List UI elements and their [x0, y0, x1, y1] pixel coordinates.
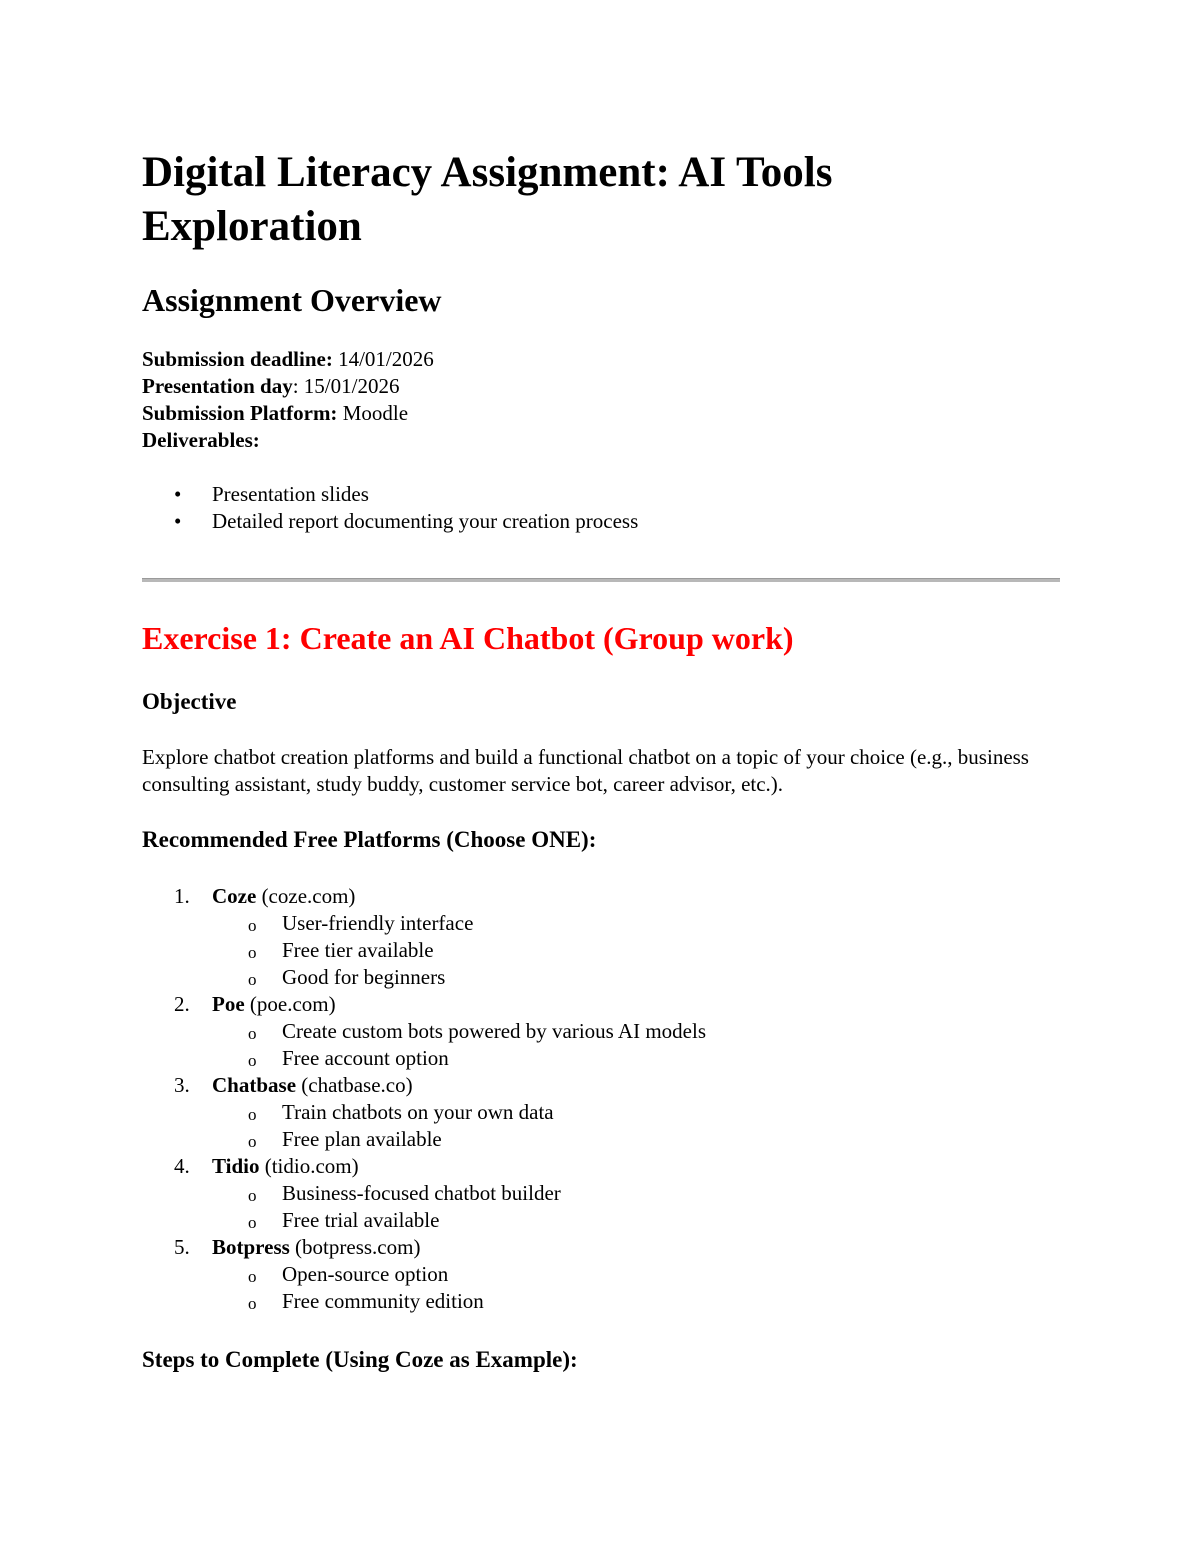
platform-url: (poe.com): [249, 992, 336, 1016]
list-number: 3.: [174, 1073, 190, 1097]
list-item: o Good for beginners: [212, 964, 1060, 991]
deliverables-label: Deliverables:: [142, 428, 260, 452]
feature-list: [212, 1180, 1060, 1234]
steps-heading: Steps to Complete (Using Coze as Example):: [142, 1347, 578, 1372]
platform-url: (chatbase.co): [301, 1073, 413, 1097]
deadline-line: [142, 346, 434, 373]
list-number: 5.: [174, 1235, 190, 1259]
list-number: 4.: [174, 1154, 190, 1178]
presentation-label: Presentation day: [142, 374, 293, 398]
platform-item-chatbase: [142, 1072, 1060, 1153]
platform-line: [142, 400, 434, 427]
platform-name: Tidio: [212, 1154, 260, 1178]
feature-list: [212, 1261, 1060, 1315]
presentation-value: : 15/01/2026: [292, 374, 400, 398]
presentation-line: [142, 373, 434, 400]
list-item: o Train chatbots on your own data: [212, 1099, 1060, 1126]
deliverables-list: [142, 481, 638, 535]
platform-item-coze: [142, 883, 1060, 991]
list-item: o Free community edition: [212, 1288, 1060, 1315]
platform-url: (tidio.com): [264, 1154, 359, 1178]
platform-url: (botpress.com): [295, 1235, 421, 1259]
feature-list: [212, 910, 1060, 991]
platforms-heading: Recommended Free Platforms (Choose ONE):: [142, 827, 597, 852]
list-item: • Presentation slides: [142, 481, 638, 508]
list-item: o User-friendly interface: [212, 910, 1060, 937]
platform-name: Chatbase: [212, 1073, 297, 1097]
feature-list: [212, 1018, 1060, 1072]
platform-name: Botpress: [212, 1235, 290, 1259]
list-item: o Create custom bots powered by various AI models: [212, 1018, 1060, 1045]
list-item: • Detailed report documenting your creation process: [142, 508, 638, 535]
platform-item-poe: [142, 991, 1060, 1072]
list-item: o Business-focused chatbot builder: [212, 1180, 1060, 1207]
objective-heading: Objective: [142, 689, 237, 714]
platform-item-botpress: [142, 1234, 1060, 1315]
platform-url: (coze.com): [261, 884, 356, 908]
platform-name: Poe: [212, 992, 245, 1016]
platform-list: [142, 883, 1060, 1315]
platform-name: Coze: [212, 884, 257, 908]
deliverables-line: [142, 427, 434, 454]
overview-details: [142, 346, 434, 454]
exercise-1-heading: Exercise 1: Create an AI Chatbot (Group work): [142, 620, 794, 656]
deadline-label: Submission deadline:: [142, 347, 333, 371]
feature-list: [212, 1099, 1060, 1153]
overview-heading: Assignment Overview: [142, 282, 442, 318]
list-item: o Open-source option: [212, 1261, 1060, 1288]
document-title: Digital Literacy Assignment: AI Tools Exploration: [142, 149, 833, 250]
platform-item-tidio: [142, 1153, 1060, 1234]
list-item: o Free trial available: [212, 1207, 1060, 1234]
objective-text: Explore chatbot creation platforms and build a functional chatbot on a topic of your choice (e.g., business consulting assistant, study buddy, customer service bot, career advisor, etc.).: [142, 745, 1029, 796]
list-item: o Free plan available: [212, 1126, 1060, 1153]
list-item: o Free account option: [212, 1045, 1060, 1072]
platform-value: Moodle: [342, 401, 409, 425]
list-number: 2.: [174, 992, 190, 1016]
section-divider: [142, 578, 1060, 582]
deadline-value: 14/01/2026: [338, 347, 434, 371]
list-number: 1.: [174, 884, 190, 908]
list-item: o Free tier available: [212, 937, 1060, 964]
platform-label: Submission Platform:: [142, 401, 338, 425]
